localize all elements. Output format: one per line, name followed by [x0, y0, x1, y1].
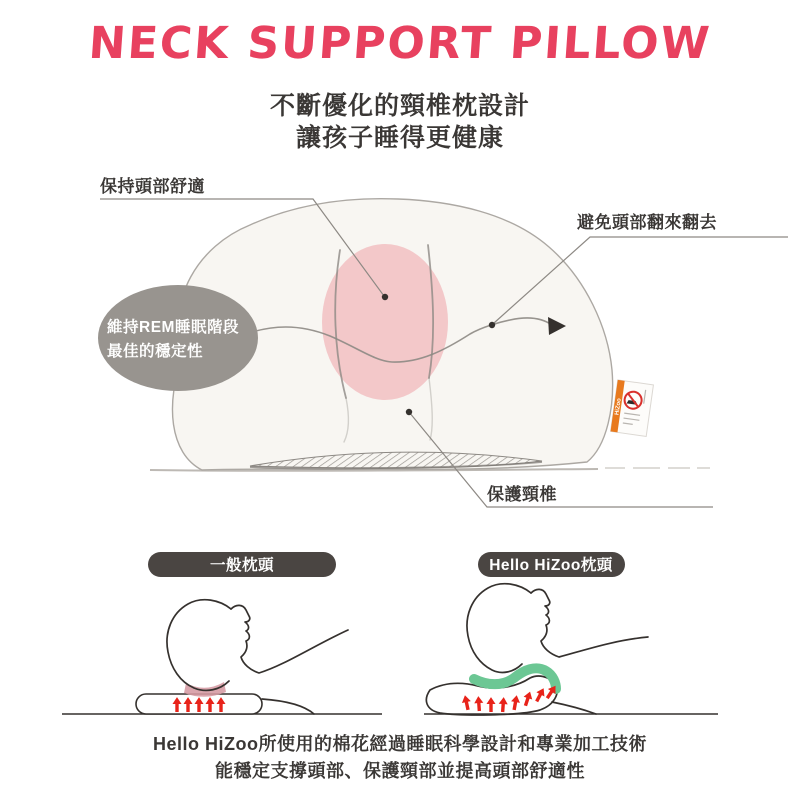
label-regular-pillow: 一般枕頭 — [209, 557, 275, 574]
rem-bubble-line-2: 最佳的穩定性 — [107, 343, 204, 360]
rem-bubble-line-1: 維持REM睡眠階段 — [107, 319, 239, 336]
right-face-profile — [531, 589, 648, 657]
rem-stability-bubble — [98, 285, 258, 391]
flat-pillow-corner — [262, 699, 314, 714]
comparison-left — [62, 552, 382, 714]
comparison-right — [424, 552, 718, 715]
left-head-profile — [167, 600, 231, 691]
rem-bubble-shape — [98, 285, 258, 391]
callout-keep-head-comfy-label: 保持頭部舒適 — [100, 177, 205, 196]
page-title: NECK SUPPORT PILLOW — [87, 18, 713, 69]
left-face-profile — [231, 605, 348, 673]
care-tag-brand-text: HiZoo — [614, 397, 623, 416]
footer-line-1: Hello HiZoo所使用的棉花經過睡眠科學設計和專業加工技術 — [153, 734, 647, 754]
footer-line-2: 能穩定支撐頭部、保護頸部並提高頭部舒適性 — [215, 761, 585, 781]
callout-avoid-rolling-dot — [489, 322, 495, 328]
callout-protect-neck-label: 保護頸椎 — [487, 485, 557, 504]
right-head-profile — [467, 584, 531, 673]
callout-protect-neck-dot — [406, 409, 412, 415]
subtitle-line-1: 不斷優化的頸椎枕設計 — [269, 92, 530, 120]
callout-avoid-rolling-label: 避免頭部翻來翻去 — [577, 213, 717, 232]
subtitle-line-2: 讓孩子睡得更健康 — [295, 124, 504, 152]
care-tag — [611, 380, 654, 437]
contour-pillow-corner — [552, 702, 596, 714]
callout-keep-head-comfy-dot — [382, 294, 388, 300]
label-hizoo-pillow: Hello HiZoo枕頭 — [489, 557, 613, 574]
